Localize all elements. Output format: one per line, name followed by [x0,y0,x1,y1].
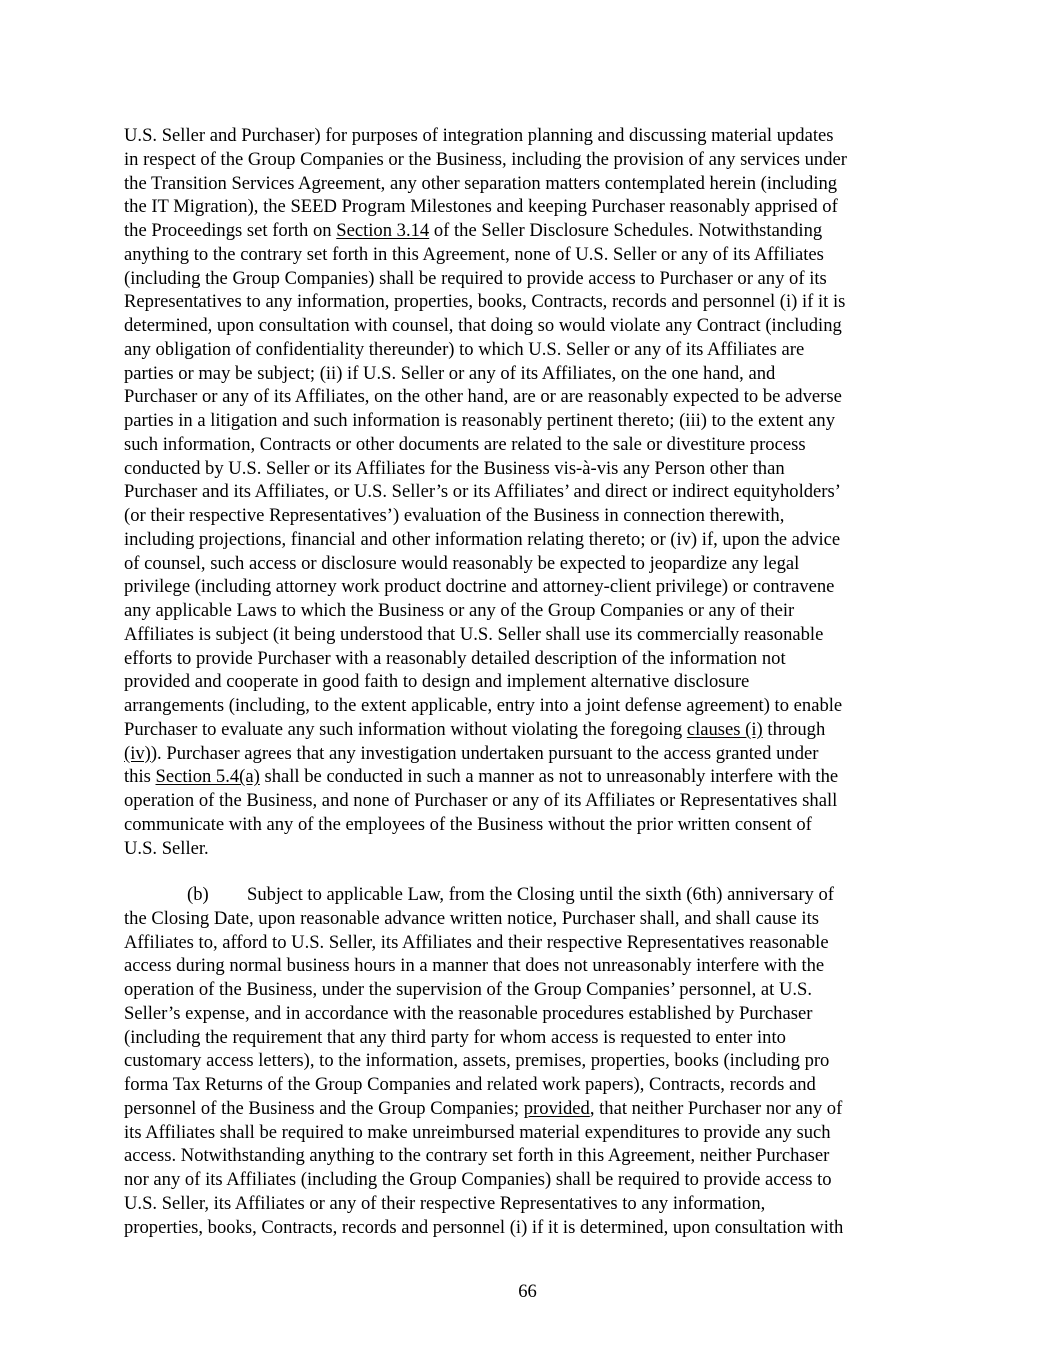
text-line: Purchaser and its Affiliates, or U.S. Seller’s or its Affiliates’ and direct or indirect equityholders’ [124,481,841,503]
text-line: efforts to provide Purchaser with a reasonably detailed description of the information not [124,647,786,669]
text-line: such information, Contracts or other documents are related to the sale or divestiture process [124,433,806,455]
text-line: communicate with any of the employees of the Business without the prior written consent of [124,813,812,835]
text-line: any applicable Laws to which the Business or any of the Group Companies or any of their [124,600,795,621]
cross-reference: provided [523,1097,590,1119]
text-line: privilege (including attorney work product doctrine and attorney-client privilege) or contravene [124,576,835,598]
text-line: arrangements (including, to the extent applicable, entry into a joint defense agreement) to enable [124,695,843,716]
text-line: (or their respective Representatives’) evaluation of the Business in connection therewith, [124,505,785,526]
cross-reference: Section 3.14 [336,220,430,241]
page-number: 66 [518,1281,537,1302]
text-line: conducted by U.S. Seller or its Affiliates for the Business vis-à-vis any Person other than [124,457,785,479]
text-line: Seller’s expense, and in accordance with the reasonable procedures established by Purchaser [124,1002,813,1024]
cross-reference: Section 5.4(a) [155,766,260,788]
text-segment: the Proceedings set forth on [124,220,337,241]
text-line: Affiliates is subject (it being understood that U.S. Seller shall use its commercially reasonable [124,623,824,645]
text-segment: , that neither Purchaser nor any of [589,1097,843,1119]
text-segment: of the Seller Disclosure Schedules. Notwithstanding [429,220,823,241]
text-line: in respect of the Group Companies or the Business, including the provision of any services under [124,148,847,170]
text-segment: ). Purchaser agrees that any investigation undertaken pursuant to the access granted under [150,742,819,764]
text-line [124,718,825,742]
text-line: customary access letters), to the information, assets, premises, properties, books (including pro [124,1050,830,1072]
text-line: Representatives to any information, properties, books, Contracts, records and personnel (i) if it is [124,291,846,313]
text-line: the IT Migration), the SEED Program Milestones and keeping Purchaser reasonably apprised of [124,196,838,218]
cross-reference: (iv) [124,742,151,764]
text-line [124,1097,842,1121]
text-line: nor any of its Affiliates (including the Group Companies) shall be required to provide access to [124,1169,832,1190]
text-line: of counsel, such access or disclosure would reasonably be expected to jeopardize any legal [124,552,800,574]
text-line: Affiliates to, afford to U.S. Seller, its Affiliates and their respective Representatives reasonable [124,931,829,953]
text-line: (including the Group Companies) shall be required to provide access to Purchaser or any of its [124,267,827,289]
text-line: parties or may be subject; (ii) if U.S. Seller or any of its Affiliates, on the one hand, and [124,362,776,384]
text-line: access during normal business hours in a manner that does not unreasonably interfere with the [124,955,825,977]
text-segment: shall be conducted in such a manner as not to unreasonably interfere with the [259,766,839,788]
text-line: U.S. Seller, its Affiliates or any of their respective Representatives to any information, [124,1192,766,1214]
text-line [124,219,822,243]
text-line: properties, books, Contracts, records and personnel (i) if it is determined, upon consultation with [124,1216,844,1238]
text-segment: Purchaser to evaluate any such information without violating the foregoing [124,718,687,740]
text-line: anything to the contrary set forth in this Agreement, none of U.S. Seller or any of its Affiliates [124,243,824,265]
text-line: U.S. Seller. [124,837,209,859]
text-line-content: Subject to applicable Law, from the Closing until the sixth (6th) anniversary of [247,884,834,905]
text-segment: through [762,718,826,740]
text-line: U.S. Seller and Purchaser) for purposes of integration planning and discussing material updates [124,125,834,146]
text-line: the Closing Date, upon reasonable advance written notice, Purchaser shall, and shall cause its [124,907,819,929]
text-line [124,742,818,766]
text-segment: personnel of the Business and the Group Companies; [124,1097,524,1119]
text-line: access. Notwithstanding anything to the contrary set forth in this Agreement, neither Purchaser [124,1145,830,1167]
text-line: parties in a litigation and such information is reasonably pertinent thereto; (iii) to the extent any [124,410,836,431]
text-line: forma Tax Returns of the Group Companies and related work papers), Contracts, records and [124,1074,816,1095]
text-segment: this [124,766,156,788]
text-line: (including the requirement that any third party for whom access is requested to enter into [124,1026,786,1048]
section-label: (b) [187,884,209,905]
text-line: including projections, financial and other information relating thereto; or (iv) if, upon the advice [124,528,841,550]
text-line: operation of the Business, under the supervision of the Group Companies’ personnel, at U.S. [124,979,813,1000]
text-line [124,765,838,789]
text-line: the Transition Services Agreement, any other separation matters contemplated herein (including [124,172,838,194]
cross-reference: clauses (i) [686,718,763,740]
text-line: determined, upon consultation with counsel, that doing so would violate any Contract (including [124,315,842,336]
text-line: operation of the Business, and none of Purchaser or any of its Affiliates or Representatives shall [124,790,838,811]
text-line [187,883,834,907]
text-line: its Affiliates shall be required to make unreimbursed material expenditures to provide any such [124,1121,831,1143]
text-line: provided and cooperate in good faith to design and implement alternative disclosure [124,671,750,693]
text-line: any obligation of confidentiality thereunder) to which U.S. Seller or any of its Affiliates are [124,338,805,360]
text-line: Purchaser or any of its Affiliates, on the other hand, are or are reasonably expected to be adverse [124,386,842,408]
